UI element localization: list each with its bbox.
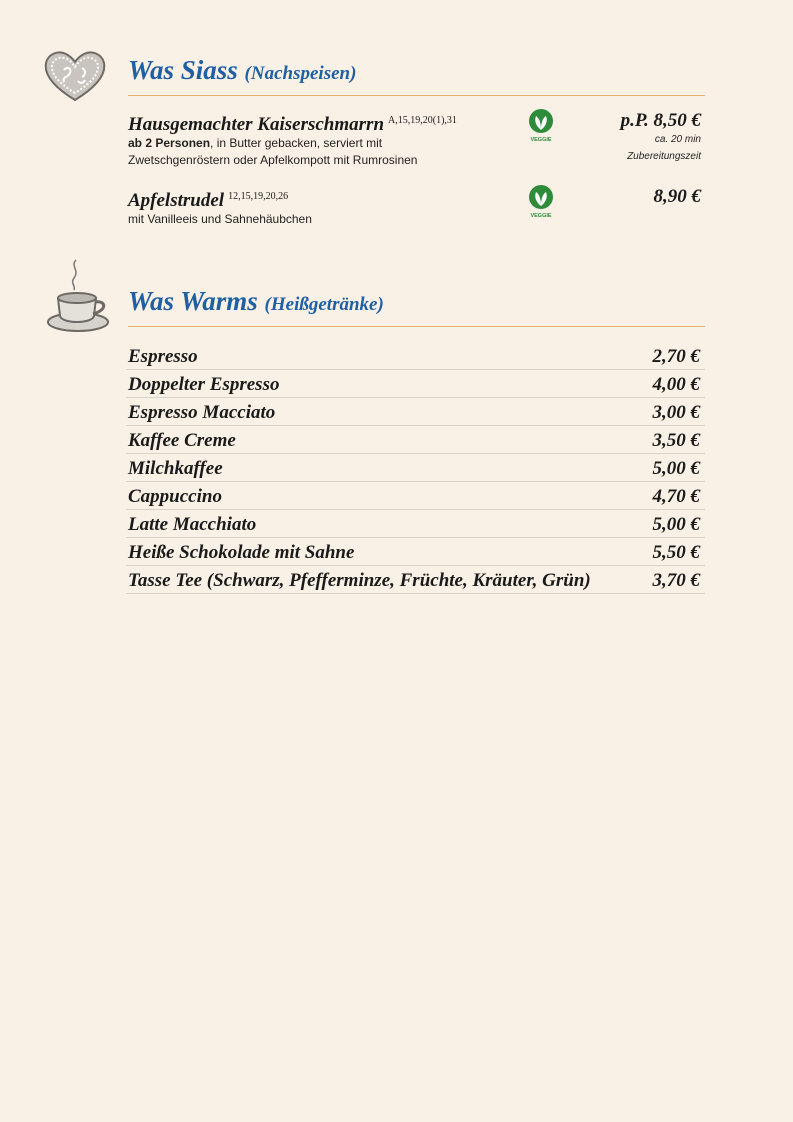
dish-price: 8,90 € bbox=[653, 186, 701, 207]
drink-name: Milchkaffee bbox=[128, 458, 223, 479]
drink-price: 5,50 € bbox=[652, 542, 700, 563]
desserts-section-title bbox=[128, 53, 705, 96]
dish-name: Apfelstrudel bbox=[128, 190, 225, 211]
desserts-title: Was Siass bbox=[128, 55, 238, 85]
list-item bbox=[126, 427, 705, 454]
list-item bbox=[126, 455, 705, 482]
drink-name: Tasse Tee (Schwarz, Pfefferminze, Früchte, Kräuter, Grün) bbox=[128, 570, 591, 591]
dish-desc-line2: Zwetschgenröstern oder Apfelkompott mit Rumrosinen bbox=[128, 153, 418, 167]
svg-text:VEGGIE: VEGGIE bbox=[530, 213, 552, 219]
drink-name: Kaffee Creme bbox=[128, 430, 236, 451]
drink-price: 4,00 € bbox=[652, 374, 700, 395]
drink-list bbox=[126, 343, 705, 595]
dish-desc: , in Butter gebacken, serviert mit bbox=[210, 136, 383, 150]
dish-desc: mit Vanilleeis und Sahnehäubchen bbox=[128, 212, 312, 226]
drink-name: Espresso Macciato bbox=[128, 402, 276, 423]
drink-price: 5,00 € bbox=[652, 458, 700, 479]
list-item bbox=[126, 483, 705, 510]
list-item bbox=[126, 371, 705, 398]
desserts-subtitle: (Nachspeisen) bbox=[244, 63, 357, 84]
list-item bbox=[126, 567, 705, 594]
dish-prep-label: Zubereitungszeit bbox=[627, 151, 701, 162]
veggie-badge bbox=[526, 108, 556, 149]
drink-name: Doppelter Espresso bbox=[128, 374, 280, 395]
hot-drinks-section-title bbox=[128, 284, 705, 327]
drink-name: Latte Macchiato bbox=[128, 514, 257, 535]
drink-price: 2,70 € bbox=[652, 346, 700, 367]
gingerbread-heart-icon bbox=[42, 48, 108, 109]
list-item bbox=[126, 399, 705, 426]
hot-drinks-title: Was Warms bbox=[128, 286, 258, 316]
dish-price: p.P. 8,50 € bbox=[620, 110, 701, 131]
drink-name: Cappuccino bbox=[128, 486, 222, 507]
drink-price: 3,70 € bbox=[652, 570, 700, 591]
drink-name: Espresso bbox=[128, 346, 198, 367]
dish-prep-time: ca. 20 min bbox=[654, 134, 701, 145]
allergen-codes: A,15,19,20(1),31 bbox=[388, 115, 457, 126]
dish-desc-bold: ab 2 Personen bbox=[128, 136, 211, 150]
list-item bbox=[126, 511, 705, 538]
drink-price: 4,70 € bbox=[652, 486, 700, 507]
list-item bbox=[126, 343, 705, 370]
drink-price: 3,00 € bbox=[652, 402, 700, 423]
drink-name: Heiße Schokolade mit Sahne bbox=[128, 542, 355, 563]
dish-apfelstrudel bbox=[128, 186, 701, 228]
veggie-badge bbox=[526, 184, 556, 225]
allergen-codes: 12,15,19,20,26 bbox=[228, 191, 289, 202]
hot-drinks-subtitle: (Heißgetränke) bbox=[264, 294, 384, 315]
dish-name: Hausgemachter Kaiserschmarrn bbox=[128, 114, 385, 135]
list-item bbox=[126, 539, 705, 566]
drink-price: 3,50 € bbox=[652, 430, 700, 451]
coffee-cup-icon bbox=[46, 256, 112, 343]
dish-kaiserschmarrn bbox=[128, 110, 701, 169]
drink-price: 5,00 € bbox=[652, 514, 700, 535]
svg-text:VEGGIE: VEGGIE bbox=[530, 137, 552, 143]
